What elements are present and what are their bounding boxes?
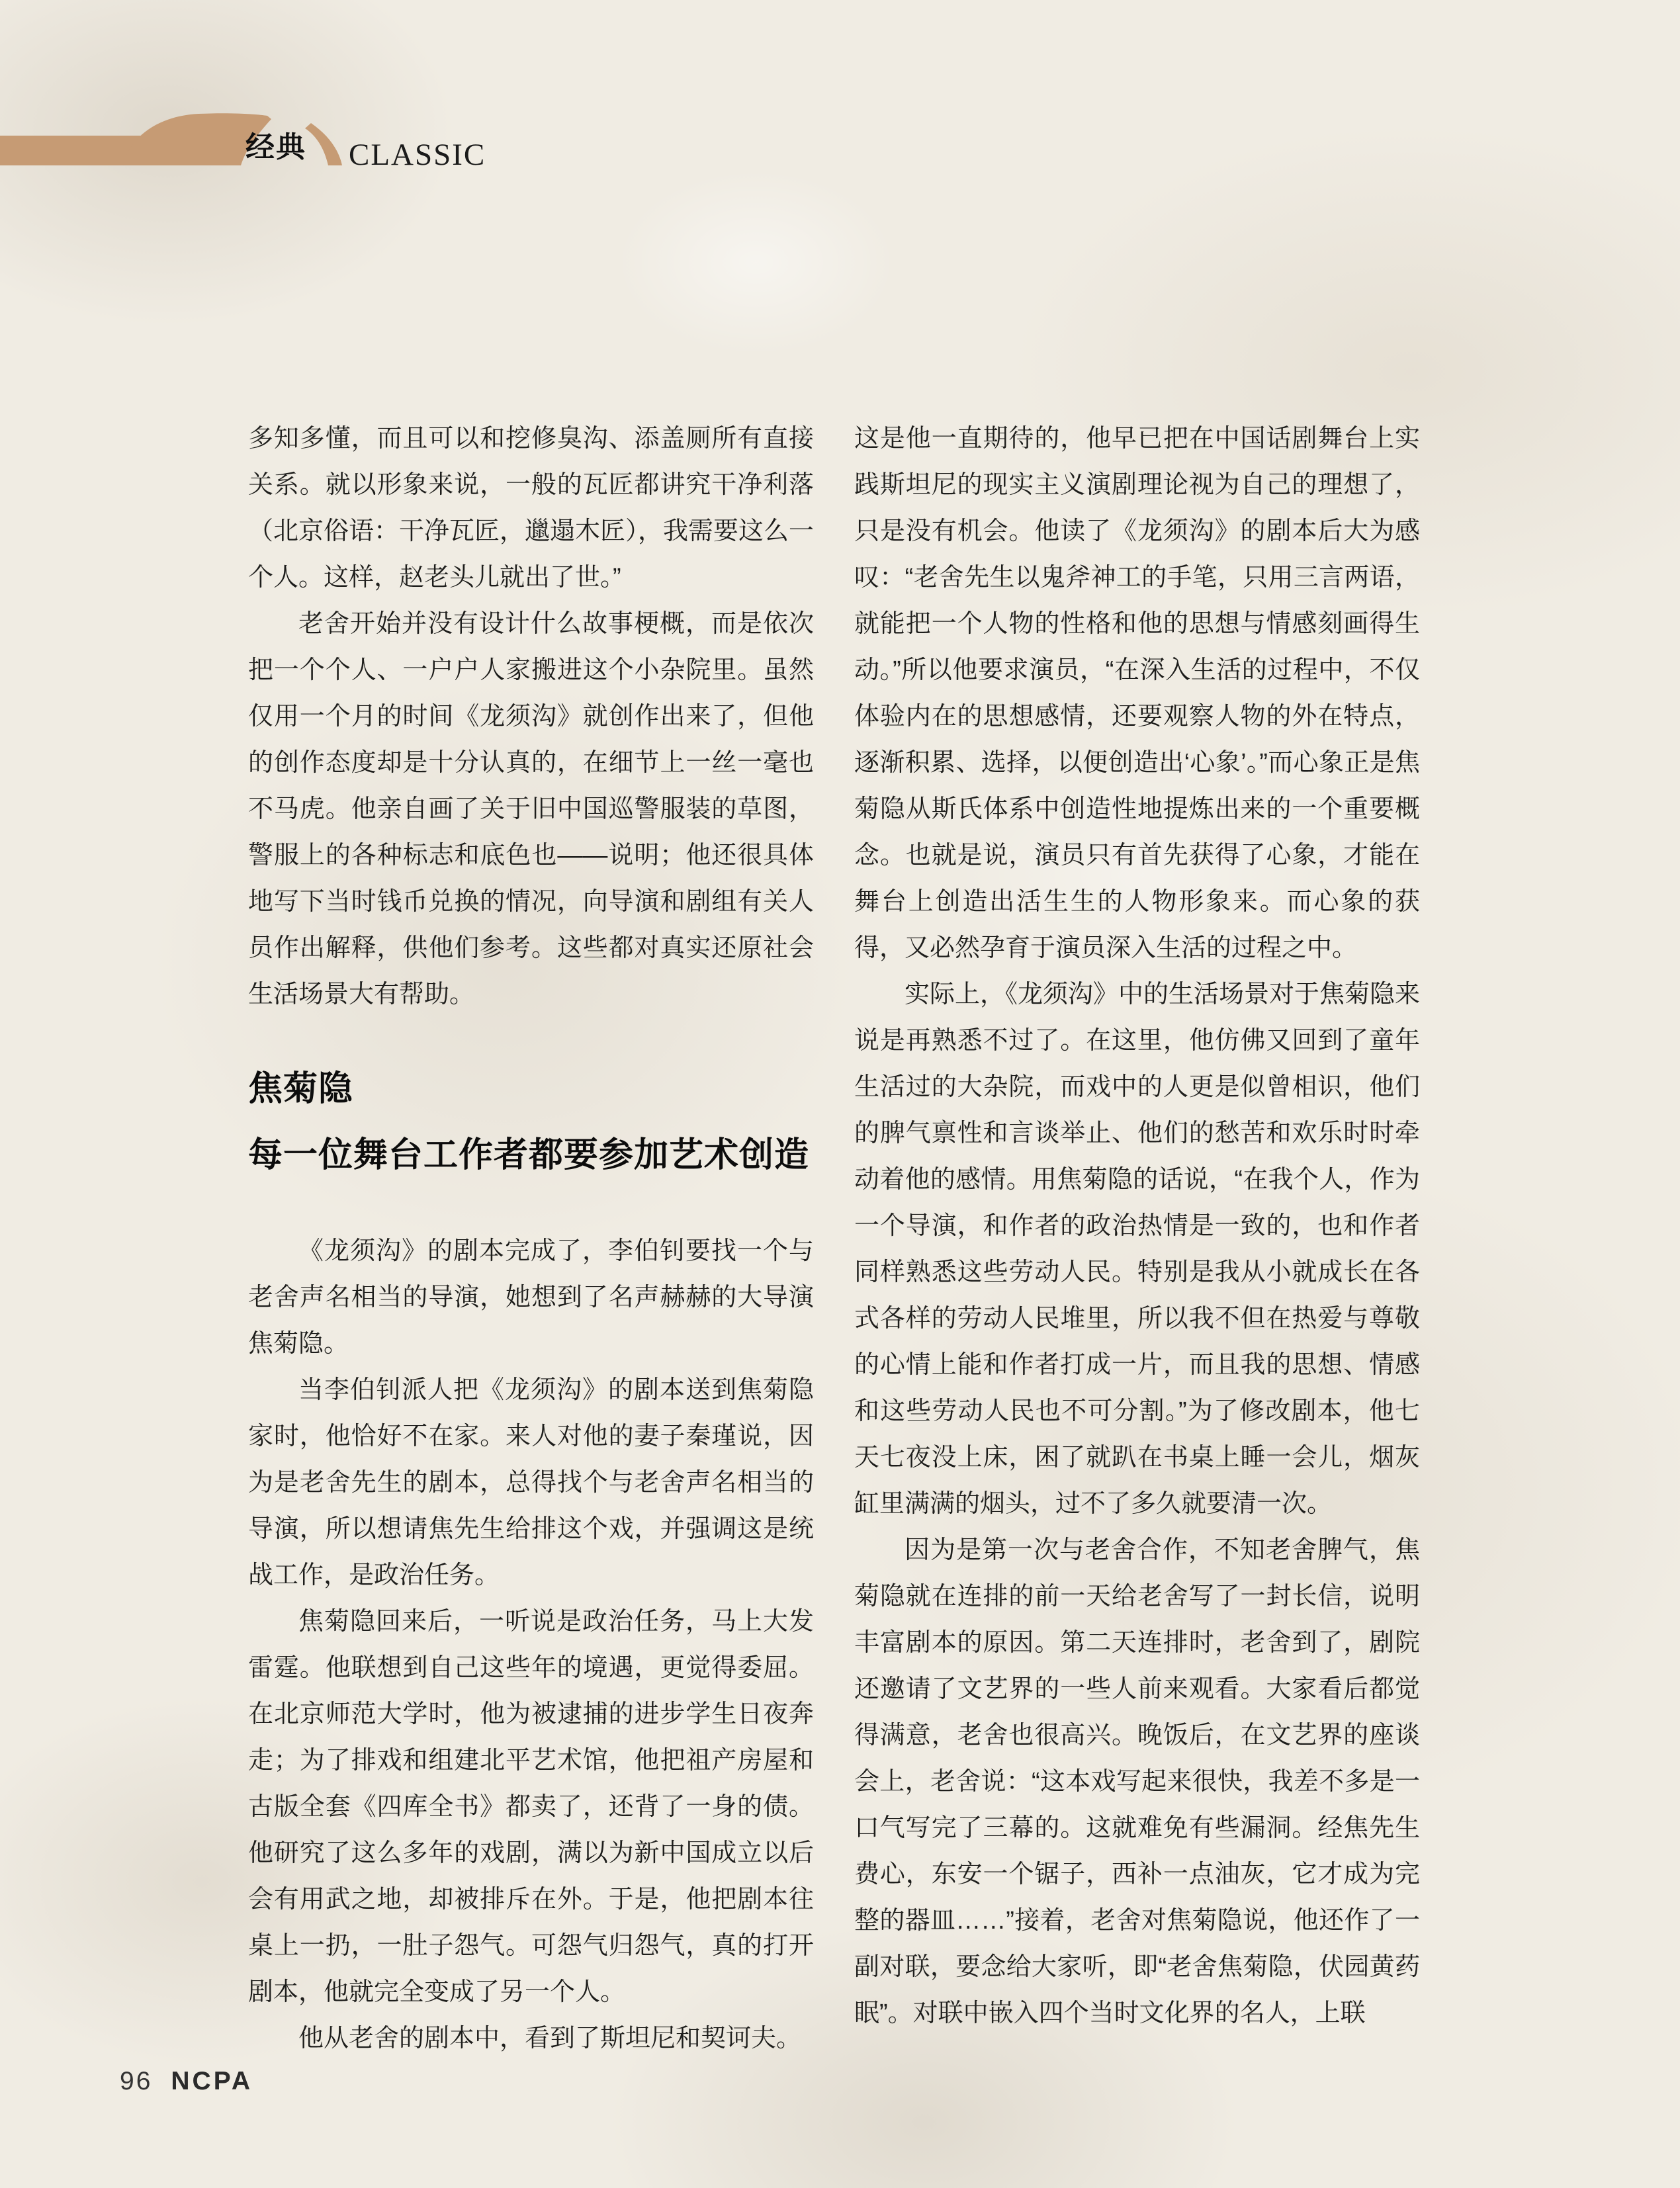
heading-person-name: 焦菊隐 [248, 1070, 354, 1108]
left-column [248, 416, 814, 2062]
paragraph: 焦菊隐回来后，一听说是政治任务，马上大发雷霆。他联想到自己这些年的境遇，更觉得委屈。在北京师范大学时，他为被逮捕的进步学生日夜奔走；为了排戏和组建北平艺术馆，他把祖产房屋和古版全套《四库全书》都卖了，还背了一身的债。他研究了这么多年的戏剧，满以为新中国成立以后会有用武之地，却被排斥在外。于是，他把剧本往桌上一扔，一肚子怨气。可怨气归怨气，真的打开剧本，他就完全变成了另一个人。 [248, 1608, 814, 2006]
page-footer [120, 2068, 253, 2094]
paragraph: 这是他一直期待的，他早已把在中国话剧舞台上实践斯坦尼的现实主义演剧理论视为自己的理想了，只是没有机会。他读了《龙须沟》的剧本后大为感叹：“老舍先生以鬼斧神工的手笔，只用三言两语，就能把一个人物的性格和他的思想与情感刻画得生动。”所以他要求演员，“在深入生活的过程中，不仅体验内在的思想感情，还要观察人物的外在特点，逐渐积累、选择，以便创造出‘心象’。”而心象正是焦菊隐从斯氏体系中创造性地提炼出来的一个重要概念。也就是说，演员只有首先获得了心象，才能在舞台上创造出活生生的人物形象来。而心象的获得，又必然孕育于演员深入生活的过程之中。 [854, 425, 1420, 962]
paragraph: 实际上，《龙须沟》中的生活场景对于焦菊隐来说是再熟悉不过了。在这里，他仿佛又回到了童年生活过的大杂院，而戏中的人更是似曾相识，他们的脾气禀性和言谈举止、他们的愁苦和欢乐时时牵动着他的感情。用焦菊隐的话说，“在我个人，作为一个导演，和作者的政治热情是一致的，也和作者同样熟悉这些劳动人民。特别是我从小就成长在各式各样的劳动人民堆里，所以我不但在热爱与尊敬的心情上能和作者打成一片，而且我的思想、情感和这些劳动人民也不可分割。”为了修改剧本，他七天七夜没上床，困了就趴在书桌上睡一会儿，烟灰缸里满满的烟头，过不了多久就要清一次。 [854, 981, 1421, 1518]
paragraph: 因为是第一次与老舍合作，不知老舍脾气，焦菊隐就在连排的前一天给老舍写了一封长信，说明丰富剧本的原因。第二天连排时，老舍到了，剧院还邀请了文艺界的一些人前来观看。大家看后都觉得满意，老舍也很高兴。晚饭后，在文艺界的座谈会上，老舍说：“这本戏写起来很快，我差不多是一口气写完了三幕的。这就难免有些漏洞。经焦先生费心，东安一个锯子，西补一点油灰，它才成为完整的器皿……”接着，老舍对焦菊隐说，他还作了一副对联，要念给大家听，即“老舍焦菊隐，伏园黄药眠”。对联中嵌入四个当时文化界的名人，上联 [854, 1536, 1420, 2027]
section-title-en: CLASSIC [349, 138, 486, 172]
paragraph: 他从老舍的剧本中，看到了斯坦尼和契诃夫。 [298, 2025, 802, 2052]
paragraph: 当李伯钊派人把《龙须沟》的剧本送到焦菊隐家时，他恰好不在家。来人对他的妻子秦瑾说，因为是老舍先生的剧本，总得找个与老舍声名相当的导演，所以想请焦先生给排这个戏，并强调这是统战工作，是政治任务。 [248, 1376, 814, 1589]
paragraph: 《龙须沟》的剧本完成了，李伯钊要找一个与老舍声名相当的导演，她想到了名声赫赫的大导演焦菊隐。 [248, 1237, 814, 1358]
section-title-cn: 经典 [245, 131, 306, 163]
page-number: 96 [120, 2067, 153, 2095]
right-column [854, 416, 1420, 2036]
subsection-heading [248, 1056, 814, 1188]
dome-swoosh-icon [305, 123, 342, 165]
heading-quote-line: 每一位舞台工作者都要参加艺术创造 [248, 1136, 810, 1174]
paragraph: 多知多懂，而且可以和挖修臭沟、添盖厕所有直接关系。就以形象来说，一般的瓦匠都讲究干净利落（北京俗语：干净瓦匠，邋遢木匠），我需要这么一个人。这样，赵老头儿就出了世。” [248, 425, 815, 591]
paragraph: 老舍开始并没有设计什么故事梗概，而是依次把一个个人、一户户人家搬进这个小杂院里。虽然仅用一个月的时间《龙须沟》就创作出来了，但他的创作态度却是十分认真的，在细节上一丝一毫也不马虎。他亲自画了关于旧中国巡警服装的草图，警服上的各种标志和底色也——说明；他还很具体地写下当时钱币兑换的情况，向导演和剧组有关人员作出解释，供他们参考。这些都对真实还原社会生活场景大有帮助。 [248, 610, 814, 1008]
magazine-code: NCPA [171, 2067, 253, 2095]
